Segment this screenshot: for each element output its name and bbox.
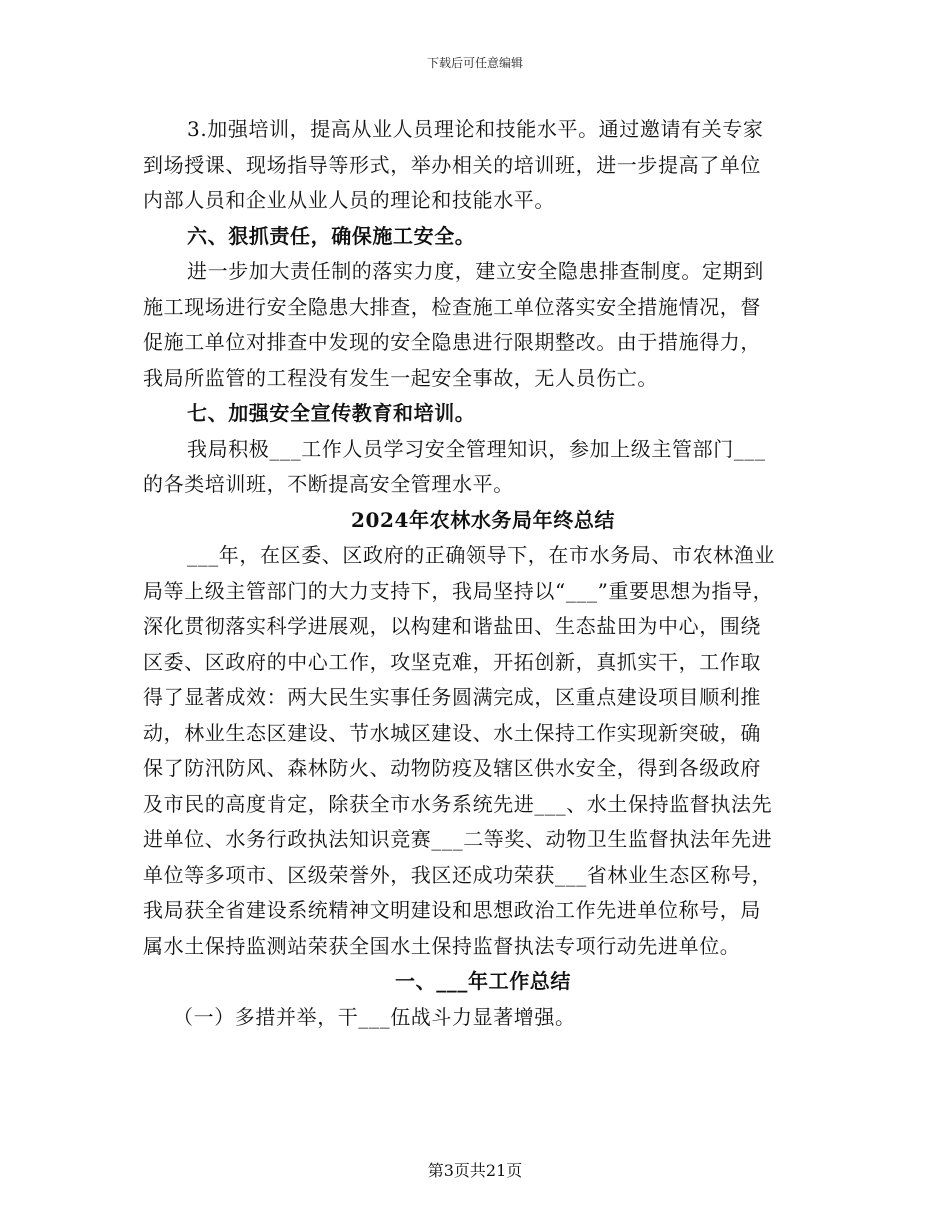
- section-heading: 一、___年工作总结: [395, 969, 571, 993]
- paragraph-line: 单位等多项市、区级荣誉外，我区还成功荣获___省林业生态区称号，: [143, 862, 773, 887]
- paragraph-line: ___年，在区委、区政府的正确领导下，在市水务局、市农林渔业: [187, 543, 775, 567]
- page-number: 第3页共21页: [427, 1161, 523, 1180]
- paragraph-line: 动，林业生态区建设、节水城区建设、水土保持工作实现新突破，确: [143, 720, 761, 745]
- header-note: 下载后可任意编辑: [426, 56, 523, 70]
- paragraph-line: 属水土保持监测站荣获全国水土保持监督执法专项行动先进单位。: [143, 933, 741, 958]
- paragraph-line: 我局积极___工作人员学习安全管理知识，参加上级主管部门___: [187, 436, 766, 461]
- paragraph-line: 进单位、水务行政执法知识竞赛___二等奖、动物卫生监督执法年先进: [143, 827, 773, 851]
- paragraph-line: 的各类培训班，不断提高安全管理水平。: [143, 472, 514, 496]
- paragraph-line: 及市民的高度肯定，除获全市水务系统先进___、水土保持监督执法先: [143, 791, 773, 816]
- paragraph-line: 内部人员和企业从业人员的理论和技能水平。: [143, 188, 555, 212]
- paragraph-line: 到场授课、现场指导等形式，举办相关的培训班，进一步提高了单位: [143, 152, 761, 177]
- paragraph-line: 进一步加大责任制的落实力度，建立安全隐患排查制度。定期到: [187, 259, 764, 283]
- paragraph-line: 区委、区政府的中心工作，攻坚克难，开拓创新，真抓实干，工作取: [143, 649, 761, 674]
- paragraph-line: 局等上级主管部门的大力支持下，我局坚持以“___”重要思想为指导，: [143, 578, 774, 603]
- document-title: 2024年农林水务局年终总结: [350, 507, 616, 532]
- paragraph-line: 保了防汛防风、森林防火、动物防疫及辖区供水安全，得到各级政府: [143, 756, 761, 780]
- paragraph-line: （一）多措并举，干___伍战斗力显著增强。: [173, 1004, 576, 1029]
- section-heading: 七、加强安全宣传教育和培训。: [187, 401, 476, 425]
- paragraph-line: 我局所监管的工程没有发生一起安全事故，无人员伤亡。: [143, 365, 658, 390]
- paragraph-line: 深化贯彻落实科学进展观，以构建和谐盐田、生态盐田为中心，围绕: [143, 614, 761, 638]
- paragraph-line: 施工现场进行安全隐患大排查，检查施工单位落实安全措施情况，督: [143, 294, 761, 319]
- document-body: [143, 112, 823, 1035]
- paragraph-line: 促施工单位对排查中发现的安全隐患进行限期整改。由于措施得力，: [143, 330, 761, 354]
- paragraph-line: 我局获全省建设系统精神文明建设和思想政治工作先进单位称号，局: [143, 898, 761, 922]
- section-heading: 六、狠抓责任，确保施工安全。: [187, 223, 476, 248]
- paragraph-line: 3.加强培训，提高从业人员理论和技能水平。通过邀请有关专家: [187, 117, 764, 141]
- paragraph-line: 得了显著成效：两大民生实事任务圆满完成，区重点建设项目顺利推: [143, 685, 761, 709]
